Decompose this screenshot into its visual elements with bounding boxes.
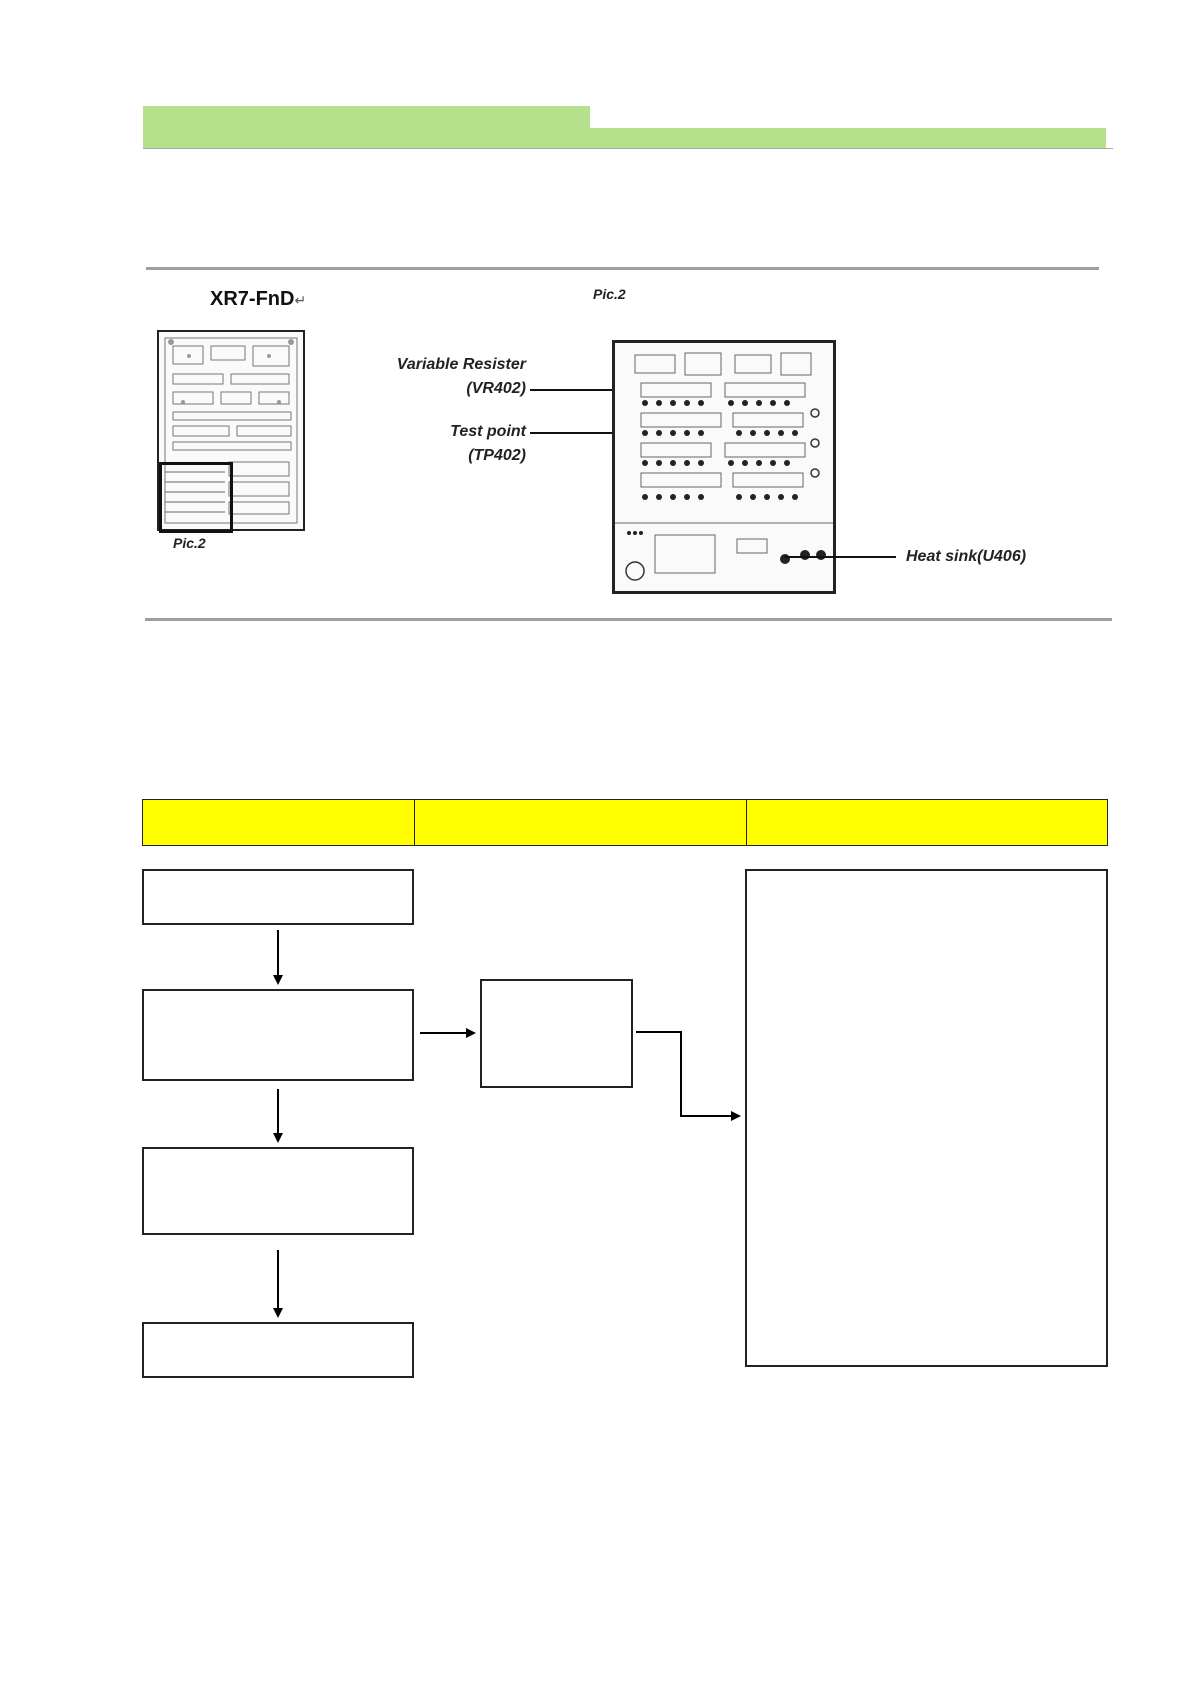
vr402-label: (VR402): [466, 380, 526, 397]
flow-result-box: [745, 869, 1108, 1367]
flow-middle-box: [480, 979, 633, 1088]
header-band-left: [143, 106, 590, 148]
pic-label-left: Pic.2: [173, 535, 206, 551]
flow-step-2-box: [142, 989, 414, 1081]
pic-label-right: Pic.2: [593, 286, 626, 302]
header-band-right: [590, 128, 1106, 148]
arrow-middle-to-result: [636, 1032, 739, 1116]
variable-resister-label: Variable Resister: [396, 356, 526, 373]
table-header-cell-3: [746, 799, 1108, 846]
table-header-cell-1: [142, 799, 415, 846]
board-highlight-frame: [159, 462, 233, 533]
header-rule: [143, 148, 1113, 149]
table-header-cell-2: [414, 799, 747, 846]
figure-bottom-rule: [145, 618, 1112, 621]
flow-step-1-box: [142, 869, 414, 925]
return-mark-icon: ↵: [294, 292, 307, 308]
test-point-label: Test point: [450, 423, 526, 440]
flow-step-4-box: [142, 1322, 414, 1378]
flow-step-3-box: [142, 1147, 414, 1235]
heat-sink-label: Heat sink(U406): [906, 548, 1027, 565]
tp402-label: (TP402): [468, 447, 526, 464]
board-title: [210, 288, 306, 311]
figure-top-rule: [146, 267, 1099, 270]
board-title-text: XR7-FnD: [210, 288, 295, 310]
board-detail-art: [615, 343, 833, 591]
heat-sink-leader-line: [784, 556, 896, 558]
